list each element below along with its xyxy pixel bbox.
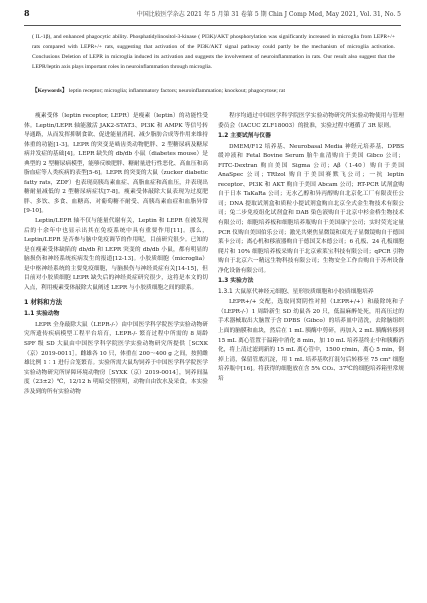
ethics-paragraph: 程序均通过中国医学科学院医学实验动物研究所实验动物使用与管理委员会（IACUC ZLF18003）的批准，实验过程中遵循了 3R 原则。 (218, 113, 404, 129)
page-header (24, 8, 401, 24)
subsection-heading-reagents: 1.2 主要试剂与仪器 (218, 133, 271, 140)
header-divider (24, 25, 401, 26)
subsubsection-heading-culture: 1.3.1 大鼠原代神经元细胞、星形胶质细胞和小胶质细胞培养 (218, 288, 374, 295)
intro-paragraph-2: Leptin/LEPR 轴不仅与能量代谢有关，Leptin 和 LEPR 在被发现后的十余年中也显示出其在免疫系统中具有重要作用[11]。那么，Leptin/LEPR 是否参与脑中免疫调节的作用呢，目前研究很少。已知的是在瘦素受体缺陷的 db/db 和 LEPR 突变的 db/db 小鼠，都有明显的脑损伤和神经系统疾病发生的报道[12-13]。小胶质细胞（microglia）是中枢神经系统的主要免疫细胞，与脑损伤与神经炎症有关[14-15]，但目前对小胶质细胞 LEPR 缺失后的神经炎症研究很少，这将是本文的切入点，利用瘦素受体敲除大鼠阐述 LEPR 与小胶质细胞之间的联系。 (24, 218, 208, 291)
page-number: 8 (24, 8, 30, 18)
section-heading-methods: 1 材料和方法 (24, 299, 63, 307)
left-column (24, 112, 208, 397)
journal-running-title: 中国比较医学杂志 2021 年 5 月第 31 卷第 5 期 Chin J Comp Med, May 2021, Vol. 31, No. 5 (136, 11, 401, 18)
abstract-continuation: ( IL-1β), and enhanced phagocytic ability. Phosphatidylinositol-3-kinase ( PI3K)/AKT phosphorylation was significantly increased in microglia from LEPR+/+ rats compared with LEPR+/+ rats, suggesting that activation of the PI3K/AKT signal pathway could partly be the mechanism of microglia activation. Conclusions Deletion of LEPR in microglia induced its activation and suggests the involvement of neuroinflammation in rats. Our result also suggest that the LEPR/leptin axis plays important roles in neuroinflammation through microglia. (32, 34, 395, 70)
subsection-heading-methods: 1.3 实验方法 (218, 278, 254, 285)
keywords-label: 【Keywords】 (32, 88, 68, 94)
reagents-paragraph: DMEM/F12 培养基、Neurobasal Media 神经元培养基、DPBS 缓冲液和 Fetal Bovine Serum 胎牛血清购自于美国 Gibco 公司；FITC-Dextran 购自美国 Sigma 公司；Aβ（1-40）购自于美国 AnaSpec 公司；TRIzol 购自于美国赛默飞公司；一抗 leptin receptor、PI3K 和 AKT 购自于美国 Abcam 公司；RT-PCR 试剂盒购自于日本 TaKaRa 公司；无水乙醇和异丙醇购自北京化工厂有限责任公司；DNA 提取试剂盒和质粒小提试剂盒购自北京全式金生物技术有限公司；兔二步免疫组化试剂盒和 DAB 染色液购自于北京中杉金桥生物技术有限公司；细胞培养板和细胞培养瓶购自于美国康宁公司；实时荧光定量 PCR 仪购自美国伯乐公司；激光共聚焦显微镜和双光子显微镜购自于德国莱卡公司；离心机和移液器购自于德国艾本德公司；6 孔板、24 孔板细胞爬片和 10% 细胞培养板采购自于北京索莱宝科技有限公司；qPCR 引物购自于北京六一精远生物科技有限公司；生物安全工作台购自于苏州设备净化设备有限公司。 (218, 143, 404, 274)
keywords-text: leptin receptor; microglia; inflammatory factors; neuroinflammation; knockout; phagocytose; rat (68, 88, 286, 94)
right-column (218, 112, 404, 384)
keywords-line (32, 86, 395, 96)
intro-paragraph-1: 瘦素受体（leptin receptor, LEPR）是瘦素（leptin）的功能性受体。Leptin/LEPR 轴能激活 JAK2-STAT3、PI3K 和 AMPK 等信号转导通路，从而发挥抑制食欲、促进能量消耗、减少脂肪合成等作用来维持体重的功能[1-3]。LEPR 的突变是啮齿类动物肥胖、2 型糖尿病及糖尿病并发症的基础[4]。LEPR 缺失的 db/db 小鼠（diabetes mouse）是典型的 2 型糖尿病模型，能够反映肥胖、糖耐量进行性恶化、高血压和高脂血症等人类疾病的表型[5-6]。LEPR 的突变的大鼠（zucker diabetic fatty rats，ZDF）也表现高胰岛素血症、高脂血症和高血压，并表现出糖耐量减低的 2 型糖尿病症状[7-8]。瘦素受体敲除大鼠表现为过度肥胖、多饮、多食、血糖高、对葡萄糖不耐受、高胰岛素血症和血脂异常[9-10]。 (24, 113, 208, 215)
animals-paragraph: LEPR 全身敲除大鼠（LEPR-/-）由中国医学科学院医学实验动物研究所遗传疾病模型工程平台培育，LEPR-/- 繁育过程中所需的 8 周龄 SPF 级 SD 大鼠由中国医学科学院医学实验动物研究所提供［SCXK（京）2019-0011］。雌雄各 10 只，体重在 200～400 g 之间，按照雌雄比例 1∶1 进行合笼繁育。实验所需大鼠均饲养于中国医学科学院医学实验动物研究所屏障环境动物房［SYXK（京）2019-0014］，饲养间温度（23±2）℃，12/12 h 明暗交替照明，动物自由饮水及采食。本实验涉及到的所有实验动物 (24, 321, 208, 395)
subsection-heading-animals: 1.1 实验动物 (24, 311, 60, 318)
culture-paragraph: LEPR+/+ 交配，选取同窝阴性对照（LEPR+/+）和敲除纯和子（LEPR-/-）1 周龄新生 SD 幼鼠各 20 只，低温麻醉处死，用高压过的手术器械取出大脑置于含 DPBS（Gibco）的培养皿中清洗，去除脑组织上面的脑膜和血块，然后在 1 mL 胰酶中剪碎，再加入 2 mL 胰酶转移到 15 mL 离心管置于温箱中消化 8 min，加 10 mL 培养基终止中和胰酶消化，将上清过滤到新的 15 mL 离心管中，1500 r/min，离心 5 min，倒掉上清，保留管底沉淀，用 1 mL 培养基吹打混匀后转移至 75 cm² 细胞培养瓶中[16]。将获得的细胞放在含 5% CO₂、37℃的细胞培养箱里常规培 (218, 299, 404, 382)
